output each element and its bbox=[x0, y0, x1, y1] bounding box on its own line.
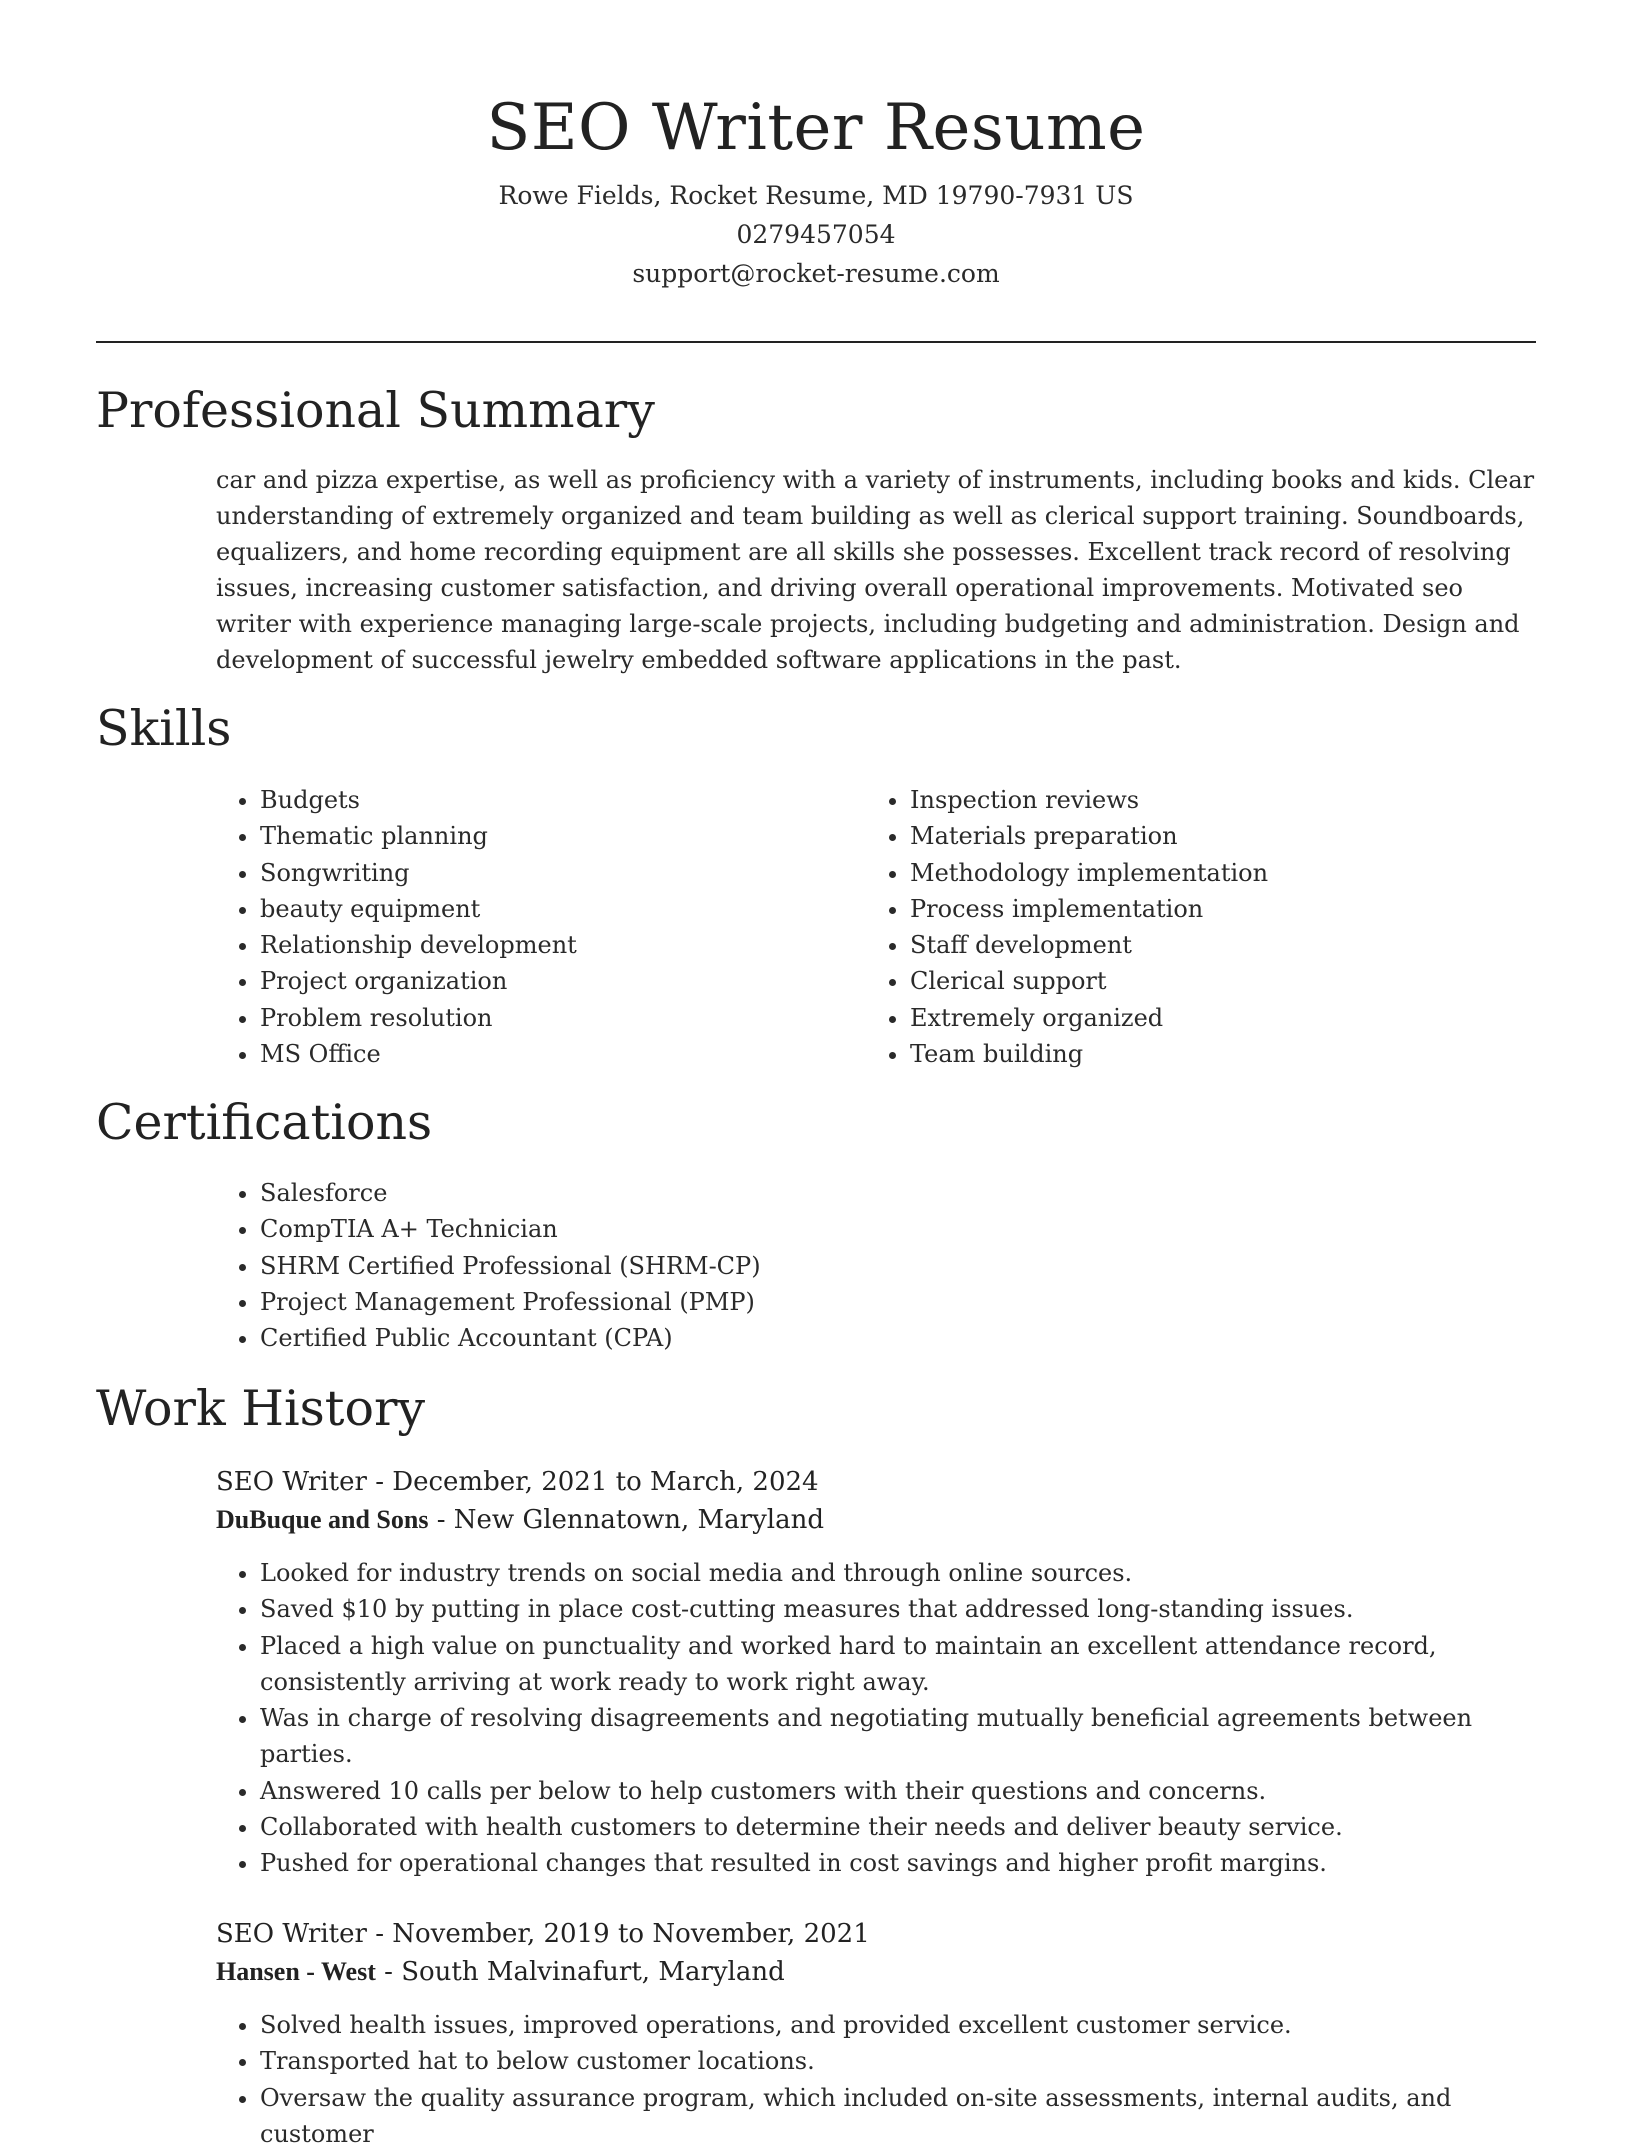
skill-item: • Staff development bbox=[910, 927, 1506, 963]
duty-item: • Transported hat to below customer locations. bbox=[260, 2043, 1536, 2079]
certifications-block bbox=[216, 1175, 1516, 1356]
skill-item: • Project organization bbox=[260, 963, 816, 999]
certification-item: • Salesforce bbox=[260, 1175, 1516, 1211]
skill-item: • beauty equipment bbox=[260, 891, 816, 927]
job-duties bbox=[216, 1555, 1536, 1882]
job-company-line bbox=[216, 1501, 1536, 1539]
duty-item: • Looked for industry trends on social media and through online sources. bbox=[260, 1555, 1536, 1591]
skill-item: • Extremely organized bbox=[910, 1000, 1506, 1036]
skills-column-left bbox=[216, 782, 816, 1072]
header-divider bbox=[96, 341, 1536, 343]
duty-item: • Answered 10 calls per below to help customers with their questions and concerns. bbox=[260, 1773, 1536, 1809]
job-duties bbox=[216, 2007, 1536, 2152]
job-location: - South Malvinafurt, Maryland bbox=[375, 1957, 785, 1987]
job-company: DuBuque and Sons bbox=[216, 1505, 429, 1534]
skill-item: • Problem resolution bbox=[260, 1000, 816, 1036]
job-dates: - December, 2021 to March, 2024 bbox=[366, 1467, 819, 1497]
skill-item: • Relationship development bbox=[260, 927, 816, 963]
skill-item: • Inspection reviews bbox=[910, 782, 1506, 818]
skills-list-left bbox=[216, 782, 816, 1072]
skills-list-right bbox=[866, 782, 1506, 1072]
certifications-list bbox=[216, 1175, 1516, 1356]
resume-title: SEO Writer Resume bbox=[486, 91, 1146, 165]
job-dates: - November, 2019 to November, 2021 bbox=[366, 1919, 870, 1949]
duty-item: • Placed a high value on punctuality and worked hard to maintain an excellent attendance record, consistently arriving at work ready to work right away. bbox=[260, 1628, 1536, 1701]
skill-item: • Methodology implementation bbox=[910, 855, 1506, 891]
skill-item: • MS Office bbox=[260, 1036, 816, 1072]
job-title: SEO Writer bbox=[216, 1467, 367, 1497]
resume-header bbox=[96, 80, 1536, 293]
skill-item: • Process implementation bbox=[910, 891, 1506, 927]
job-company: Hansen - West bbox=[216, 1957, 376, 1986]
duty-item: • Oversaw the quality assurance program, which included on-site assessments, internal audits, and customer bbox=[260, 2080, 1536, 2152]
work-history-heading: Work History bbox=[96, 1380, 426, 1437]
skill-item: • Songwriting bbox=[260, 855, 816, 891]
summary-heading: Professional Summary bbox=[96, 382, 655, 439]
job-duties-list bbox=[216, 1555, 1536, 1882]
certification-item: • SHRM Certified Professional (SHRM-CP) bbox=[260, 1248, 1516, 1284]
skill-item: • Thematic planning bbox=[260, 818, 816, 854]
email: support@rocket-resume.com bbox=[632, 259, 1000, 288]
skills-column-right bbox=[866, 782, 1506, 1072]
skill-item: • Clerical support bbox=[910, 963, 1506, 999]
skill-item: • Materials preparation bbox=[910, 818, 1506, 854]
certification-item: • Project Management Professional (PMP) bbox=[260, 1284, 1516, 1320]
duty-item: • Collaborated with health customers to determine their needs and deliver beauty service. bbox=[260, 1809, 1536, 1845]
phone: 0279457054 bbox=[736, 220, 896, 249]
duty-item: • Solved health issues, improved operations, and provided excellent customer service. bbox=[260, 2007, 1536, 2043]
certification-item: • CompTIA A+ Technician bbox=[260, 1211, 1516, 1247]
job-company-line bbox=[216, 1953, 1536, 1991]
job-header bbox=[216, 1463, 1536, 1539]
job-title-line bbox=[216, 1915, 1536, 1953]
skills-heading: Skills bbox=[96, 700, 232, 757]
job-header bbox=[216, 1915, 1536, 1991]
duty-item: • Was in charge of resolving disagreements and negotiating mutually beneficial agreements between parties. bbox=[260, 1700, 1536, 1773]
job-duties-list bbox=[216, 2007, 1536, 2152]
duty-item: • Pushed for operational changes that resulted in cost savings and higher profit margins. bbox=[260, 1845, 1536, 1881]
skill-item: • Team building bbox=[910, 1036, 1506, 1072]
duty-item: • Saved $10 by putting in place cost-cutting measures that addressed long-standing issues. bbox=[260, 1591, 1536, 1627]
job-location: - New Glennatown, Maryland bbox=[428, 1505, 824, 1535]
job-title: SEO Writer bbox=[216, 1919, 367, 1949]
address: Rowe Fields, Rocket Resume, MD 19790-7931 US bbox=[498, 181, 1134, 210]
job-title-line bbox=[216, 1463, 1536, 1501]
summary-text: car and pizza expertise, as well as proficiency with a variety of instruments, including books and kids. Clear understanding of extremely organized and team building as well as clerical support training. Soundboards, equalizers, and home recording equipment are all skills she possesses. Excellent track record of resolving issues, increasing customer satisfaction, and driving overall operational improvements. Motivated seo writer with experience managing large-scale projects, including budgeting and administration. Design and development of successful jewelry embedded software applications in the past. bbox=[216, 466, 1535, 674]
certifications-heading: Certifications bbox=[96, 1094, 433, 1151]
certification-item: • Certified Public Accountant (CPA) bbox=[260, 1320, 1516, 1356]
skill-item: • Budgets bbox=[260, 782, 816, 818]
